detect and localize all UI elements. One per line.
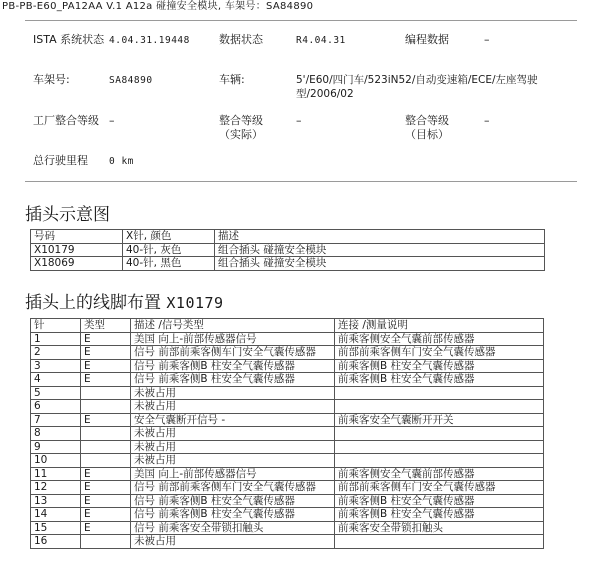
pin-connection-cell [335, 440, 544, 454]
pin-connection-cell [335, 386, 544, 400]
column-header-description: 描述 [215, 230, 545, 244]
pin-number-cell: 10 [31, 454, 81, 468]
pin-connection-cell: 前乘客侧B 柱安全气囊传感器 [335, 373, 544, 387]
pin-type-cell [81, 427, 131, 441]
programming-data-label: 编程数据 [405, 33, 449, 46]
pin-signal-cell: 信号 前乘客侧B 柱安全气囊传感器 [131, 494, 335, 508]
pin-connection-cell [335, 400, 544, 414]
pin-number-cell: 3 [31, 359, 81, 373]
pin-row [31, 373, 544, 387]
pin-signal-cell: 信号 前部前乘客侧车门安全气囊传感器 [131, 481, 335, 495]
pin-row [31, 400, 544, 414]
pin-signal-cell: 信号 前乘客侧B 柱安全气囊传感器 [131, 373, 335, 387]
pin-connection-cell [335, 535, 544, 549]
pin-connection-cell: 前乘客侧安全气囊前部传感器 [335, 467, 544, 481]
pin-row [31, 346, 544, 360]
connector-number-cell: X10179 [31, 243, 123, 257]
pin-type-cell: E [81, 508, 131, 522]
pin-type-cell: E [81, 521, 131, 535]
connector-table-header [31, 230, 545, 244]
pin-number-cell: 11 [31, 467, 81, 481]
pin-number-cell: 4 [31, 373, 81, 387]
factory-level-value: – [109, 114, 115, 127]
pin-type-cell [81, 440, 131, 454]
programming-data-value: – [484, 33, 490, 46]
connector-section-title: 插头示意图 [25, 205, 110, 225]
pin-row [31, 508, 544, 522]
connector-number-cell: X18069 [31, 257, 123, 271]
pin-number-cell: 6 [31, 400, 81, 414]
pin-section-title [25, 288, 224, 313]
pin-number-cell: 15 [31, 521, 81, 535]
column-header-pin: 针 [31, 319, 81, 333]
pin-connection-cell: 前乘客安全气囊断开开关 [335, 413, 544, 427]
pin-connection-cell: 前部前乘客侧车门安全气囊传感器 [335, 481, 544, 495]
pin-number-cell: 13 [31, 494, 81, 508]
pin-signal-cell: 安全气囊断开信号 - [131, 413, 335, 427]
column-header-number: 号码 [31, 230, 123, 244]
ista-status-label: ISTA 系统状态 [33, 33, 105, 46]
pin-signal-cell: 未被占用 [131, 427, 335, 441]
pin-signal-cell: 信号 前乘客侧B 柱安全气囊传感器 [131, 359, 335, 373]
pin-signal-cell: 信号 前乘客安全带锁扣触头 [131, 521, 335, 535]
pin-signal-cell: 未被占用 [131, 454, 335, 468]
pin-connection-cell [335, 427, 544, 441]
pin-connection-cell: 前乘客侧B 柱安全气囊传感器 [335, 494, 544, 508]
pin-type-cell: E [81, 481, 131, 495]
column-header-type: 类型 [81, 319, 131, 333]
pin-signal-cell: 美国 向上-前部传感器信号 [131, 467, 335, 481]
connector-pins-color-cell: 40-针, 黑色 [123, 257, 215, 271]
pin-row [31, 332, 544, 346]
pin-connection-cell: 前乘客侧B 柱安全气囊传感器 [335, 359, 544, 373]
connector-pins-color-cell: 40-针, 灰色 [123, 243, 215, 257]
ista-status-value: 4.04.31.19448 [109, 35, 190, 46]
pin-connection-cell: 前乘客侧B 柱安全气囊传感器 [335, 508, 544, 522]
data-status-label: 数据状态 [219, 33, 263, 46]
pin-type-cell: E [81, 332, 131, 346]
pin-row [31, 521, 544, 535]
pin-row [31, 359, 544, 373]
pin-type-cell: E [81, 413, 131, 427]
level-target-label: 整合等级（目标） [405, 114, 449, 141]
pin-table-header [31, 319, 544, 333]
pin-type-cell [81, 535, 131, 549]
pin-connection-cell: 前乘客侧安全气囊前部传感器 [335, 332, 544, 346]
pin-type-cell: E [81, 359, 131, 373]
vehicle-info-panel [25, 20, 577, 182]
pin-signal-cell: 美国 向上-前部传感器信号 [131, 332, 335, 346]
column-header-signal: 描述 /信号类型 [131, 319, 335, 333]
pin-type-cell: E [81, 467, 131, 481]
pin-signal-cell: 信号 前乘客侧B 柱安全气囊传感器 [131, 508, 335, 522]
connector-row [31, 257, 545, 271]
connector-description-cell: 组合插头 碰撞安全模块 [215, 243, 545, 257]
pin-number-cell: 12 [31, 481, 81, 495]
pin-type-cell: E [81, 373, 131, 387]
pin-signal-cell: 未被占用 [131, 535, 335, 549]
vin-label: 车架号: [33, 73, 70, 86]
pin-row [31, 386, 544, 400]
pin-number-cell: 7 [31, 413, 81, 427]
pin-type-cell [81, 400, 131, 414]
pin-number-cell: 8 [31, 427, 81, 441]
mileage-label: 总行驶里程 [33, 154, 88, 167]
pin-row [31, 454, 544, 468]
pin-number-cell: 9 [31, 440, 81, 454]
vin-value: SA84890 [109, 75, 153, 86]
pin-number-cell: 5 [31, 386, 81, 400]
pin-row [31, 427, 544, 441]
connector-table [30, 229, 545, 271]
pin-number-cell: 2 [31, 346, 81, 360]
level-actual-value: – [296, 114, 302, 127]
mileage-value: 0 km [109, 156, 134, 167]
data-status-value: R4.04.31 [296, 35, 346, 46]
pin-row [31, 413, 544, 427]
vehicle-value: 5'/E60/四门车/523iN52/自动变速箱/ECE/左座驾驶型/2006/02 [296, 74, 538, 100]
pin-connection-cell [335, 454, 544, 468]
pin-row [31, 467, 544, 481]
level-target-value: – [484, 114, 490, 127]
pin-row [31, 494, 544, 508]
connector-description-cell: 组合插头 碰撞安全模块 [215, 257, 545, 271]
pin-connection-cell: 前部前乘客侧车门安全气囊传感器 [335, 346, 544, 360]
connector-row [31, 243, 545, 257]
pin-connection-cell: 前乘客安全带锁扣触头 [335, 521, 544, 535]
level-actual-label: 整合等级（实际） [219, 114, 263, 141]
pin-row [31, 440, 544, 454]
document-header-title: PB-PB-E60_PA12AA V.1 A12a 碰撞安全模块, 车架号：SA84890 [2, 1, 314, 12]
pin-number-cell: 16 [31, 535, 81, 549]
pin-number-cell: 14 [31, 508, 81, 522]
pin-signal-cell: 未被占用 [131, 400, 335, 414]
pin-type-cell: E [81, 346, 131, 360]
factory-level-label: 工厂整合等级 [33, 114, 99, 127]
pin-signal-cell: 未被占用 [131, 440, 335, 454]
pin-signal-cell: 信号 前部前乘客侧车门安全气囊传感器 [131, 346, 335, 360]
vehicle-label: 车辆: [219, 73, 245, 86]
pin-section-connector-code: X10179 [166, 294, 224, 312]
pin-signal-cell: 未被占用 [131, 386, 335, 400]
pin-type-cell [81, 386, 131, 400]
pin-row [31, 481, 544, 495]
column-header-pins-color: X针, 颜色 [123, 230, 215, 244]
pin-assignment-table [30, 318, 544, 549]
pin-row [31, 535, 544, 549]
pin-type-cell: E [81, 494, 131, 508]
pin-number-cell: 1 [31, 332, 81, 346]
pin-section-title-text: 插头上的线脚布置 [25, 293, 161, 313]
pin-type-cell [81, 454, 131, 468]
column-header-connection: 连接 /测量说明 [335, 319, 544, 333]
